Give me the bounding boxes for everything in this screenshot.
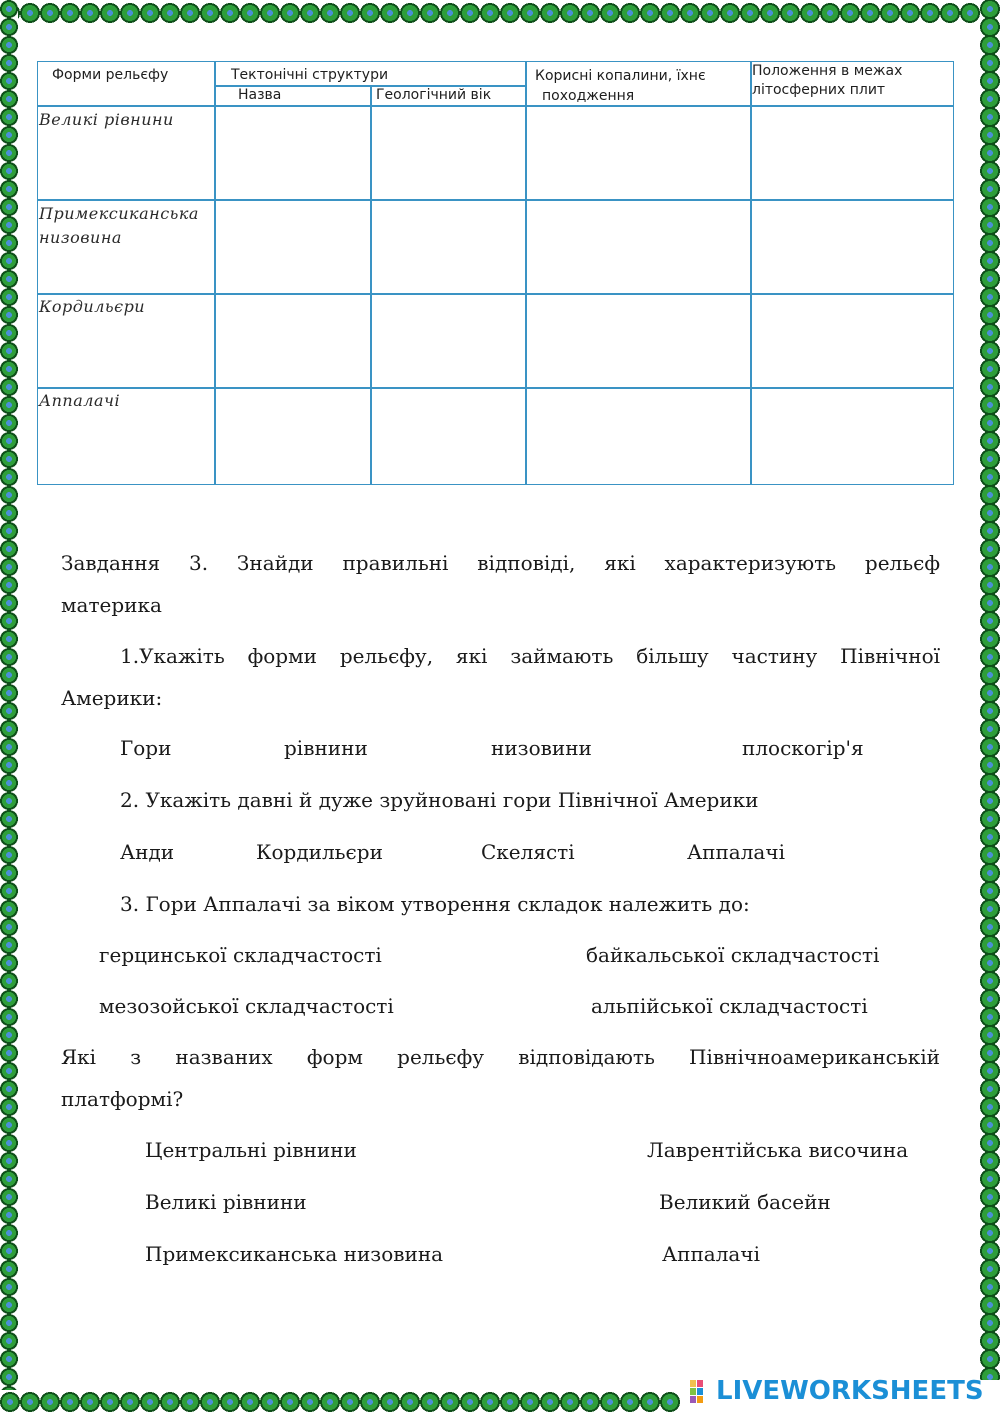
- decorative-border-left: [0, 0, 18, 1414]
- header-geological-age: Геологічний вік: [376, 87, 492, 103]
- answer-cell[interactable]: [752, 201, 952, 292]
- task3-heading-line2: материка: [61, 593, 162, 617]
- header-minerals: Корисні копалини, їхнє: [535, 68, 706, 84]
- q4-option-great-plains[interactable]: Великі рівнини: [145, 1190, 307, 1214]
- answer-cell[interactable]: [216, 295, 369, 386]
- row-label-great-plains: Великі рівнини: [39, 110, 174, 129]
- answer-cell[interactable]: [216, 107, 369, 198]
- q3-option-mesozoic[interactable]: мезозойської складчастості: [99, 994, 394, 1018]
- q1-option-mountains[interactable]: Гори: [120, 736, 172, 760]
- header-minerals-line2: походження: [542, 88, 635, 104]
- task3-heading: Завдання 3. Знайди правильні відповіді, які характеризують рельєф: [61, 551, 940, 575]
- header-position-line2: літосферних плит: [752, 82, 886, 98]
- q1-option-plains[interactable]: рівнини: [284, 736, 368, 760]
- q1-option-lowlands[interactable]: низовини: [491, 736, 592, 760]
- question-2: 2. Укажіть давні й дуже зруйновані гори Північної Америки: [120, 788, 759, 812]
- answer-cell[interactable]: [372, 107, 524, 198]
- q4-option-gulf-lowland[interactable]: Примексиканська низовина: [145, 1242, 444, 1266]
- answer-cell[interactable]: [752, 389, 952, 483]
- q4-option-appalachians[interactable]: Аппалачі: [662, 1242, 760, 1266]
- q4-option-central-plains[interactable]: Центральні рівнини: [145, 1138, 357, 1162]
- decorative-border-right: [980, 0, 1000, 1380]
- q3-option-hercynian[interactable]: герцинської складчастості: [99, 943, 382, 967]
- decorative-border-bottom: [0, 1390, 680, 1414]
- q2-option-appalachians[interactable]: Аппалачі: [687, 840, 785, 864]
- header-name: Назва: [238, 87, 282, 103]
- q3-option-baikal[interactable]: байкальської складчастості: [586, 943, 880, 967]
- answer-cell[interactable]: [527, 107, 749, 198]
- row-label-appalachians: Аппалачі: [39, 391, 121, 410]
- q2-option-cordillera[interactable]: Кордильєри: [256, 840, 383, 864]
- answer-cell[interactable]: [372, 201, 524, 292]
- answer-cell[interactable]: [216, 389, 369, 483]
- header-relief-forms: Форми рельєфу: [52, 67, 169, 83]
- question-3: 3. Гори Аппалачі за віком утворення складок належить до:: [120, 892, 750, 916]
- answer-cell[interactable]: [372, 295, 524, 386]
- answer-cell[interactable]: [216, 201, 369, 292]
- q2-option-andes[interactable]: Анди: [120, 840, 175, 864]
- answer-cell[interactable]: [752, 295, 952, 386]
- logo-blocks-icon: [690, 1378, 712, 1404]
- answer-cell[interactable]: [527, 201, 749, 292]
- answer-cell[interactable]: [527, 389, 749, 483]
- q4-option-great-basin[interactable]: Великий басейн: [659, 1190, 831, 1214]
- answer-cell[interactable]: [527, 295, 749, 386]
- q2-option-rocky[interactable]: Скелясті: [481, 840, 575, 864]
- decorative-border-top: [0, 0, 1000, 26]
- q3-option-alpine[interactable]: альпійської складчастості: [591, 994, 868, 1018]
- row-label-gulf-lowland-line2: низовина: [39, 228, 122, 247]
- answer-cell[interactable]: [372, 389, 524, 483]
- header-position: Положення в межах: [752, 63, 903, 79]
- row-label-gulf-lowland: Примексиканська: [39, 204, 199, 223]
- q1-option-plateaus[interactable]: плоскогір'я: [742, 736, 864, 760]
- question-4-line2: платформі?: [61, 1087, 184, 1111]
- q4-option-laurentian-upland[interactable]: Лаврентійська височина: [647, 1138, 909, 1162]
- relief-table: [37, 61, 954, 485]
- question-1-line2: Америки:: [61, 686, 163, 710]
- question-4: Які з названих форм рельєфу відповідають Північноамериканській: [61, 1045, 940, 1069]
- row-label-cordillera: Кордильєри: [39, 297, 146, 316]
- answer-cell[interactable]: [752, 107, 952, 198]
- question-1: 1.Укажіть форми рельєфу, які займають більшу частину Північної: [120, 644, 940, 668]
- header-tectonic-structures: Тектонічні структури: [231, 67, 389, 83]
- liveworksheets-logo: [690, 1374, 984, 1408]
- logo-text: LIVEWORKSHEETS: [716, 1376, 984, 1406]
